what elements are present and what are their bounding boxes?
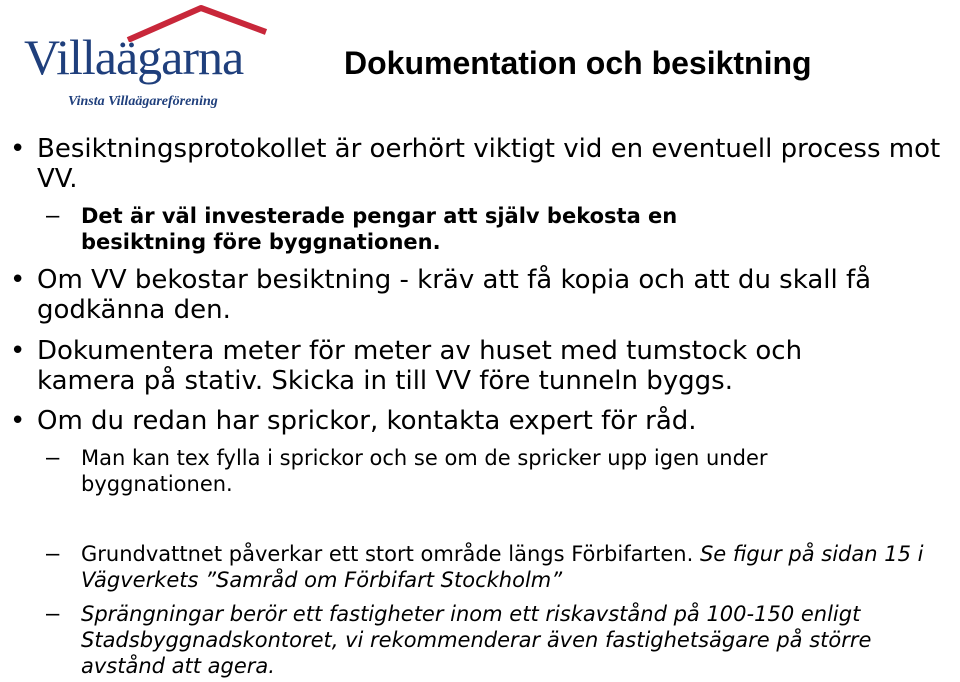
- dash-icon: –: [46, 600, 60, 627]
- bullet-icon: •: [10, 336, 26, 366]
- sub-list-item: [46, 601, 951, 679]
- sub-list-item-italic: Se figur på sidan 15 i Vägverkets ”Samråd om Förbifart Stockholm”: [81, 542, 924, 592]
- bullet-icon: •: [10, 134, 26, 164]
- sub-list-item: [46, 203, 936, 255]
- list-item-text: Besiktningsprotokollet är oerhört viktigt vid en eventuell process mot VV.: [37, 134, 941, 194]
- dash-icon: –: [46, 444, 60, 471]
- list-item-text: Om VV bekostar besiktning - kräv att få kopia och att du skall få godkänna den.: [37, 265, 872, 325]
- logo-tagline: Vinsta Villaägareförening: [68, 94, 218, 109]
- sub-list-item: [46, 541, 936, 593]
- list-item: [10, 134, 955, 194]
- villaagarna-logo: [18, 2, 268, 114]
- dash-icon: –: [46, 540, 60, 567]
- bullet-icon: •: [10, 265, 26, 295]
- dash-icon: –: [46, 202, 60, 229]
- list-item-text: Dokumentera meter för meter av huset med tumstock och kamera på stativ. Skicka in till VV före tunneln byggs.: [37, 336, 803, 396]
- sub-list-item-text: Sprängningar berör ett fastigheter inom ett riskavstånd på 100-150 enligt Stadsbyggnadskontoret, vi rekommenderar även fastighetsägare på större avstånd att agera.: [81, 602, 872, 678]
- sub-list-item: [46, 445, 936, 497]
- logo-wordmark: Villaägarna: [24, 29, 244, 85]
- sub-list-item-text: Man kan tex fylla i sprickor och se om de spricker upp igen under byggnationen.: [81, 446, 768, 496]
- sub-list-item-text: Det är väl investerade pengar att själv bekosta en besiktning före byggnationen.: [81, 204, 678, 254]
- list-item: [10, 406, 955, 436]
- list-item-text: Om du redan har sprickor, kontakta expert för råd.: [37, 406, 697, 436]
- sub-list-item-text: [81, 541, 931, 593]
- sub-list-item-plain: Grundvattnet påverkar ett stort område längs Förbifarten.: [81, 542, 694, 566]
- list-item: [10, 336, 955, 396]
- list-item: [10, 265, 955, 325]
- bullet-icon: •: [10, 406, 26, 436]
- page-title: Dokumentation och besiktning: [344, 45, 812, 81]
